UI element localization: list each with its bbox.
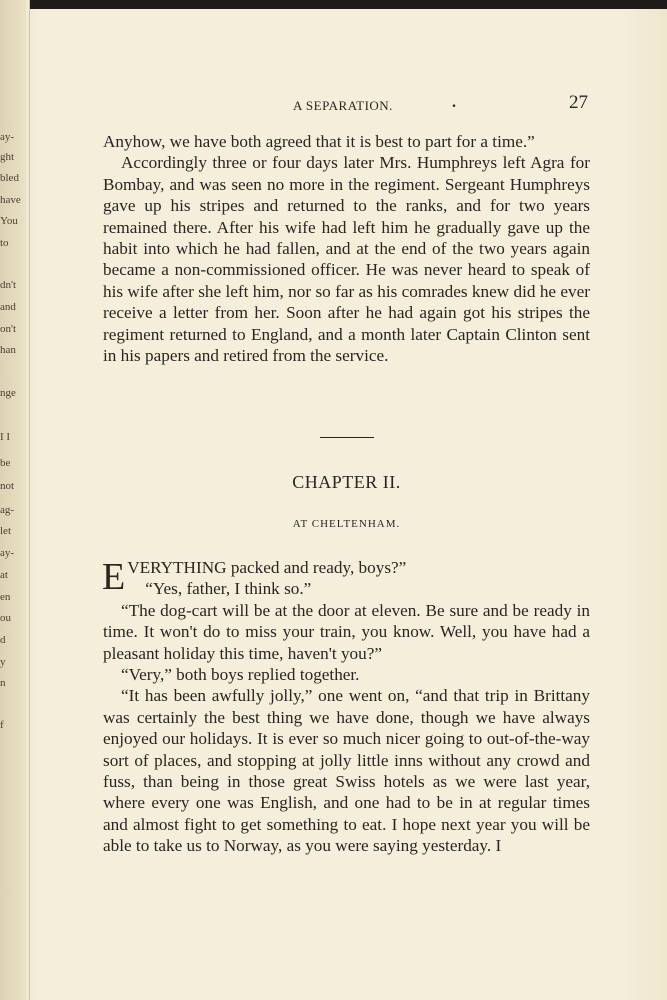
paragraph: “Very,” both boys replied together. [121, 665, 360, 685]
margin-fragment: f [0, 719, 4, 731]
body-text-chapter-two [103, 557, 590, 857]
margin-fragment: bled [0, 172, 19, 184]
margin-fragment: have [0, 194, 21, 206]
margin-fragment: on't [0, 323, 17, 335]
chapter-title: CHAPTER II. [292, 472, 401, 492]
paragraph: “It has been awfully jolly,” one went on, “and that trip in Brittany was certainly the best thing we have done, though we have always enjoyed our holidays. It is ever so much nicer going to out-of-the-way sort of places, and stopping at jolly little inns without any crowd and fuss, than being in those great Swiss hotels as we were last year, where every one was English, and one had to be in at regular times and almost fight to get something to eat. I hope next year you will be able to take us to Norway, as you were saying yesterday. I [103, 686, 590, 856]
margin-fragment: You [0, 215, 18, 227]
header-mark: . [452, 94, 456, 111]
margin-fragment: at [0, 569, 8, 581]
margin-fragment: ay- [0, 547, 15, 559]
margin-fragment: to [0, 237, 9, 249]
section-divider [320, 437, 374, 438]
page-number: 27 [569, 92, 588, 113]
gutter-line [29, 0, 30, 1000]
paragraph: Anyhow, we have both agreed that it is best to part for a time.” [103, 132, 535, 151]
margin-fragment: ght [0, 151, 15, 163]
margin-fragment: be [0, 457, 11, 469]
margin-fragment: and [0, 301, 16, 313]
margin-fragment: ay- [0, 131, 15, 143]
margin-fragment: I I [0, 431, 11, 443]
paragraph: “The dog-cart will be at the door at eleven. Be sure and be ready in time. It won't do to miss your train, you know. Well, you have had a pleasant holiday this time, haven't you?” [103, 600, 590, 663]
margin-fragment: not [0, 480, 15, 492]
margin-fragment: y [0, 656, 6, 668]
margin-fragment: dn't [0, 279, 17, 291]
paragraph: Accordingly three or four days later Mrs. Humphreys left Agra for Bombay, and was seen no more in the regiment. Sergeant Humphreys gave up his stripes and returned to the ranks, and for two years remained there. After his wife had left him he gradually gave up the habit into which he had fallen, and at the end of the two years again became a non-commissioned officer. He was never heard to speak of his wife after she left him, nor so far as his comrades knew did he ever receive a letter from her. Soon after he had again got his stripes the regiment returned to England, and a month later Captain Clinton sent in his papers and retired from the service. [103, 153, 590, 366]
margin-fragment: en [0, 591, 11, 603]
running-head-title: A SEPARATION. [293, 98, 393, 113]
running-header [103, 94, 590, 116]
margin-fragment: han [0, 344, 16, 356]
margin-fragment: n [0, 677, 6, 689]
scan-top-edge [30, 0, 667, 9]
facing-page-edge [0, 0, 26, 1000]
margin-fragment: d [0, 634, 6, 646]
margin-fragment: ag- [0, 504, 15, 516]
body-text-previous-chapter [103, 131, 590, 366]
paragraph: “Yes, father, I think so.” [145, 579, 312, 599]
chapter-subtitle: AT CHELTENHAM. [292, 518, 401, 530]
drop-cap: E [102, 556, 126, 598]
margin-fragment: ou [0, 612, 11, 624]
margin-fragment: nge [0, 387, 16, 399]
opening-line: VERYTHING packed and ready, boys?” [127, 558, 407, 577]
margin-fragment: let [0, 525, 11, 537]
